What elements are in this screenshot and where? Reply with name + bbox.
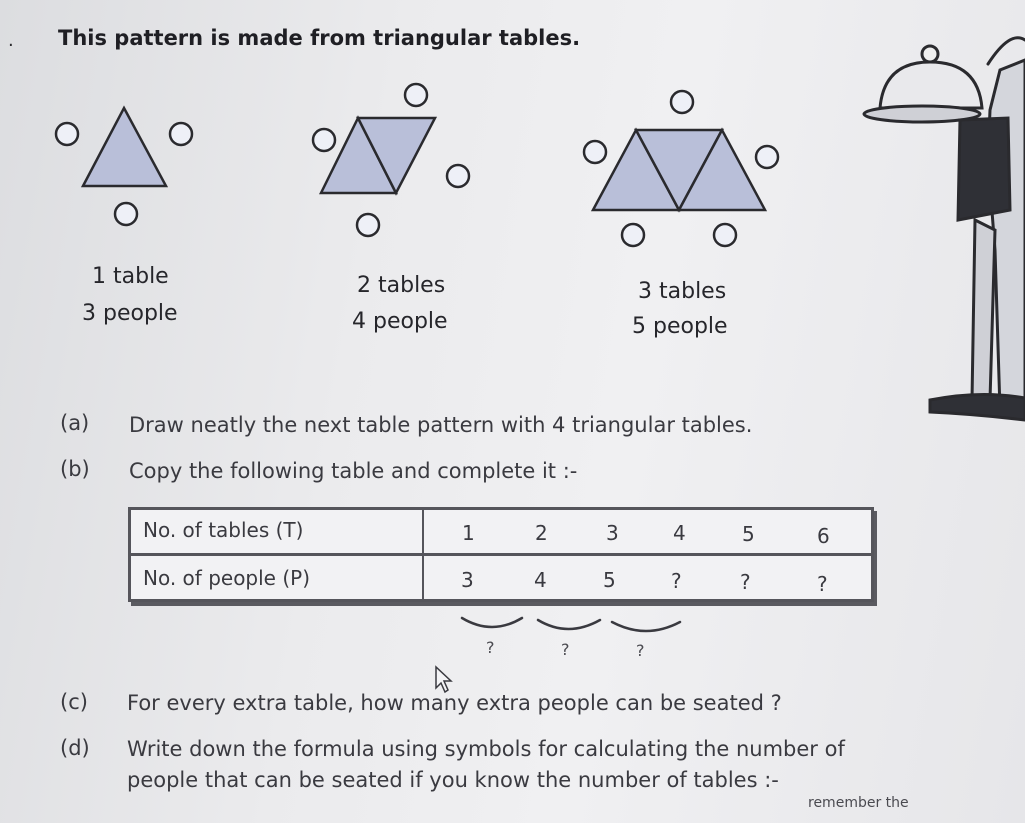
table-cell: 4 [534,568,547,592]
table-cell: ? [671,569,682,593]
table-cell: ? [740,570,751,594]
question-b-text: Copy the following table and complete it :- [129,459,578,483]
difference-mark: ? [486,638,495,657]
table-cell: 5 [603,568,616,592]
caption-people-2: 4 people [352,309,448,334]
table-cell: 5 [742,522,755,546]
table-cell: 4 [673,521,686,545]
row-label-tables: No. of tables (T) [143,518,304,542]
caption-tables-1: 1 table [92,264,169,289]
table-cell: ? [817,572,828,596]
question-d-text: Write down the formula using symbols for calculating the number of [127,737,845,761]
caption-tables-3: 3 tables [638,279,727,304]
question-b-letter: (b) [60,457,90,481]
footnote-text: remember the [808,795,909,811]
table-cell: 3 [461,568,474,592]
bullet-mark: . [8,30,14,51]
question-c-letter: (c) [60,690,88,714]
page-title: This pattern is made from triangular tables. [58,26,581,50]
caption-people-1: 3 people [82,301,178,326]
question-a-letter: (a) [60,411,90,435]
table-cell: 3 [606,521,619,545]
question-c-text: For every extra table, how many extra people can be seated ? [127,691,782,715]
table-cell: 6 [817,524,830,548]
caption-people-3: 5 people [632,314,728,339]
difference-mark: ? [561,640,570,659]
row-label-people: No. of people (P) [143,566,311,590]
question-d-letter: (d) [60,736,90,760]
caption-tables-2: 2 tables [357,273,446,298]
difference-mark: ? [636,641,645,660]
question-d-text-line2: people that can be seated if you know the number of tables :- [127,768,779,792]
table-cell: 2 [535,521,548,545]
question-a-text: Draw neatly the next table pattern with 4 triangular tables. [129,413,753,437]
table-cell: 1 [462,521,475,545]
